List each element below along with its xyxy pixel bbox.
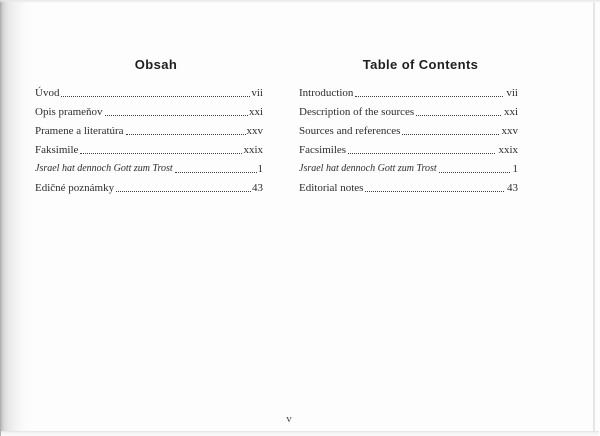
dot-leader [348, 153, 495, 154]
toc-entry-title: Jsrael hat dennoch Gott zum Trost [35, 163, 173, 174]
toc-entry-page-number: xxv [246, 125, 263, 137]
toc-entry [35, 176, 263, 195]
dot-leader [80, 153, 242, 154]
toc-heading-slovak: Obsah [134, 57, 178, 72]
toc-list-english [299, 81, 518, 195]
toc-entry-page-number: xxix [243, 144, 263, 156]
toc-entry-page-number: vii [506, 87, 518, 99]
toc-entry-title: Opis prameňov [35, 106, 103, 118]
toc-entry-title: Pramene a literatúra [35, 125, 124, 137]
toc-entry [299, 81, 518, 100]
toc-entry-title: Introduction [299, 87, 354, 99]
toc-entry [299, 157, 518, 176]
scan-right-edge-line [593, 2, 595, 433]
toc-entry-title: Úvod [35, 87, 60, 99]
dot-leader [416, 115, 501, 116]
dot-leader [355, 96, 503, 97]
toc-entry [35, 119, 263, 138]
folio-page-number: v [286, 413, 292, 425]
toc-entry-page-number: 43 [252, 182, 263, 194]
scan-top-edge-shadow [0, 0, 600, 3]
toc-entry-page-number: vii [251, 87, 263, 99]
toc-entry-title: Facsimiles [299, 144, 347, 156]
toc-entry [299, 119, 518, 138]
toc-entry-page-number: xxv [501, 125, 518, 137]
dot-leader [175, 172, 257, 173]
dot-leader [365, 191, 504, 192]
toc-entry-page-number: 1 [257, 163, 263, 175]
toc-entry [35, 100, 263, 119]
scan-left-edge-shadow [0, 0, 32, 436]
toc-entry [299, 100, 518, 119]
toc-entry-page-number: 43 [507, 182, 518, 194]
toc-column-slovak [35, 57, 263, 195]
toc-entry-title: Faksimile [35, 144, 79, 156]
dot-leader [126, 134, 246, 135]
toc-entry-page-number: xxix [498, 144, 518, 156]
toc-entry-title: Jsrael hat dennoch Gott zum Trost [299, 163, 437, 174]
toc-entry-page-number: 1 [512, 163, 518, 175]
toc-entry [35, 81, 263, 100]
toc-entry-page-number: xxi [248, 106, 263, 118]
dot-leader [402, 134, 498, 135]
toc-entry [299, 138, 518, 157]
toc-entry-title: Editorial notes [299, 182, 364, 194]
toc-column-english [299, 57, 518, 195]
toc-entry-title: Edičné poznámky [35, 182, 115, 194]
toc-entry-page-number: xxi [503, 106, 518, 118]
toc-entry [35, 138, 263, 157]
dot-leader [116, 191, 251, 192]
dot-leader [439, 172, 510, 173]
toc-entry [299, 176, 518, 195]
dot-leader [105, 115, 248, 116]
toc-list-slovak [35, 81, 263, 195]
toc-entry-title: Sources and references [299, 125, 401, 137]
toc-entry-title: Description of the sources [299, 106, 415, 118]
scan-bottom-edge-shadow [1, 431, 599, 436]
toc-entry [35, 157, 263, 176]
toc-heading-english: Table of Contents [362, 57, 479, 72]
dot-leader [61, 96, 250, 97]
